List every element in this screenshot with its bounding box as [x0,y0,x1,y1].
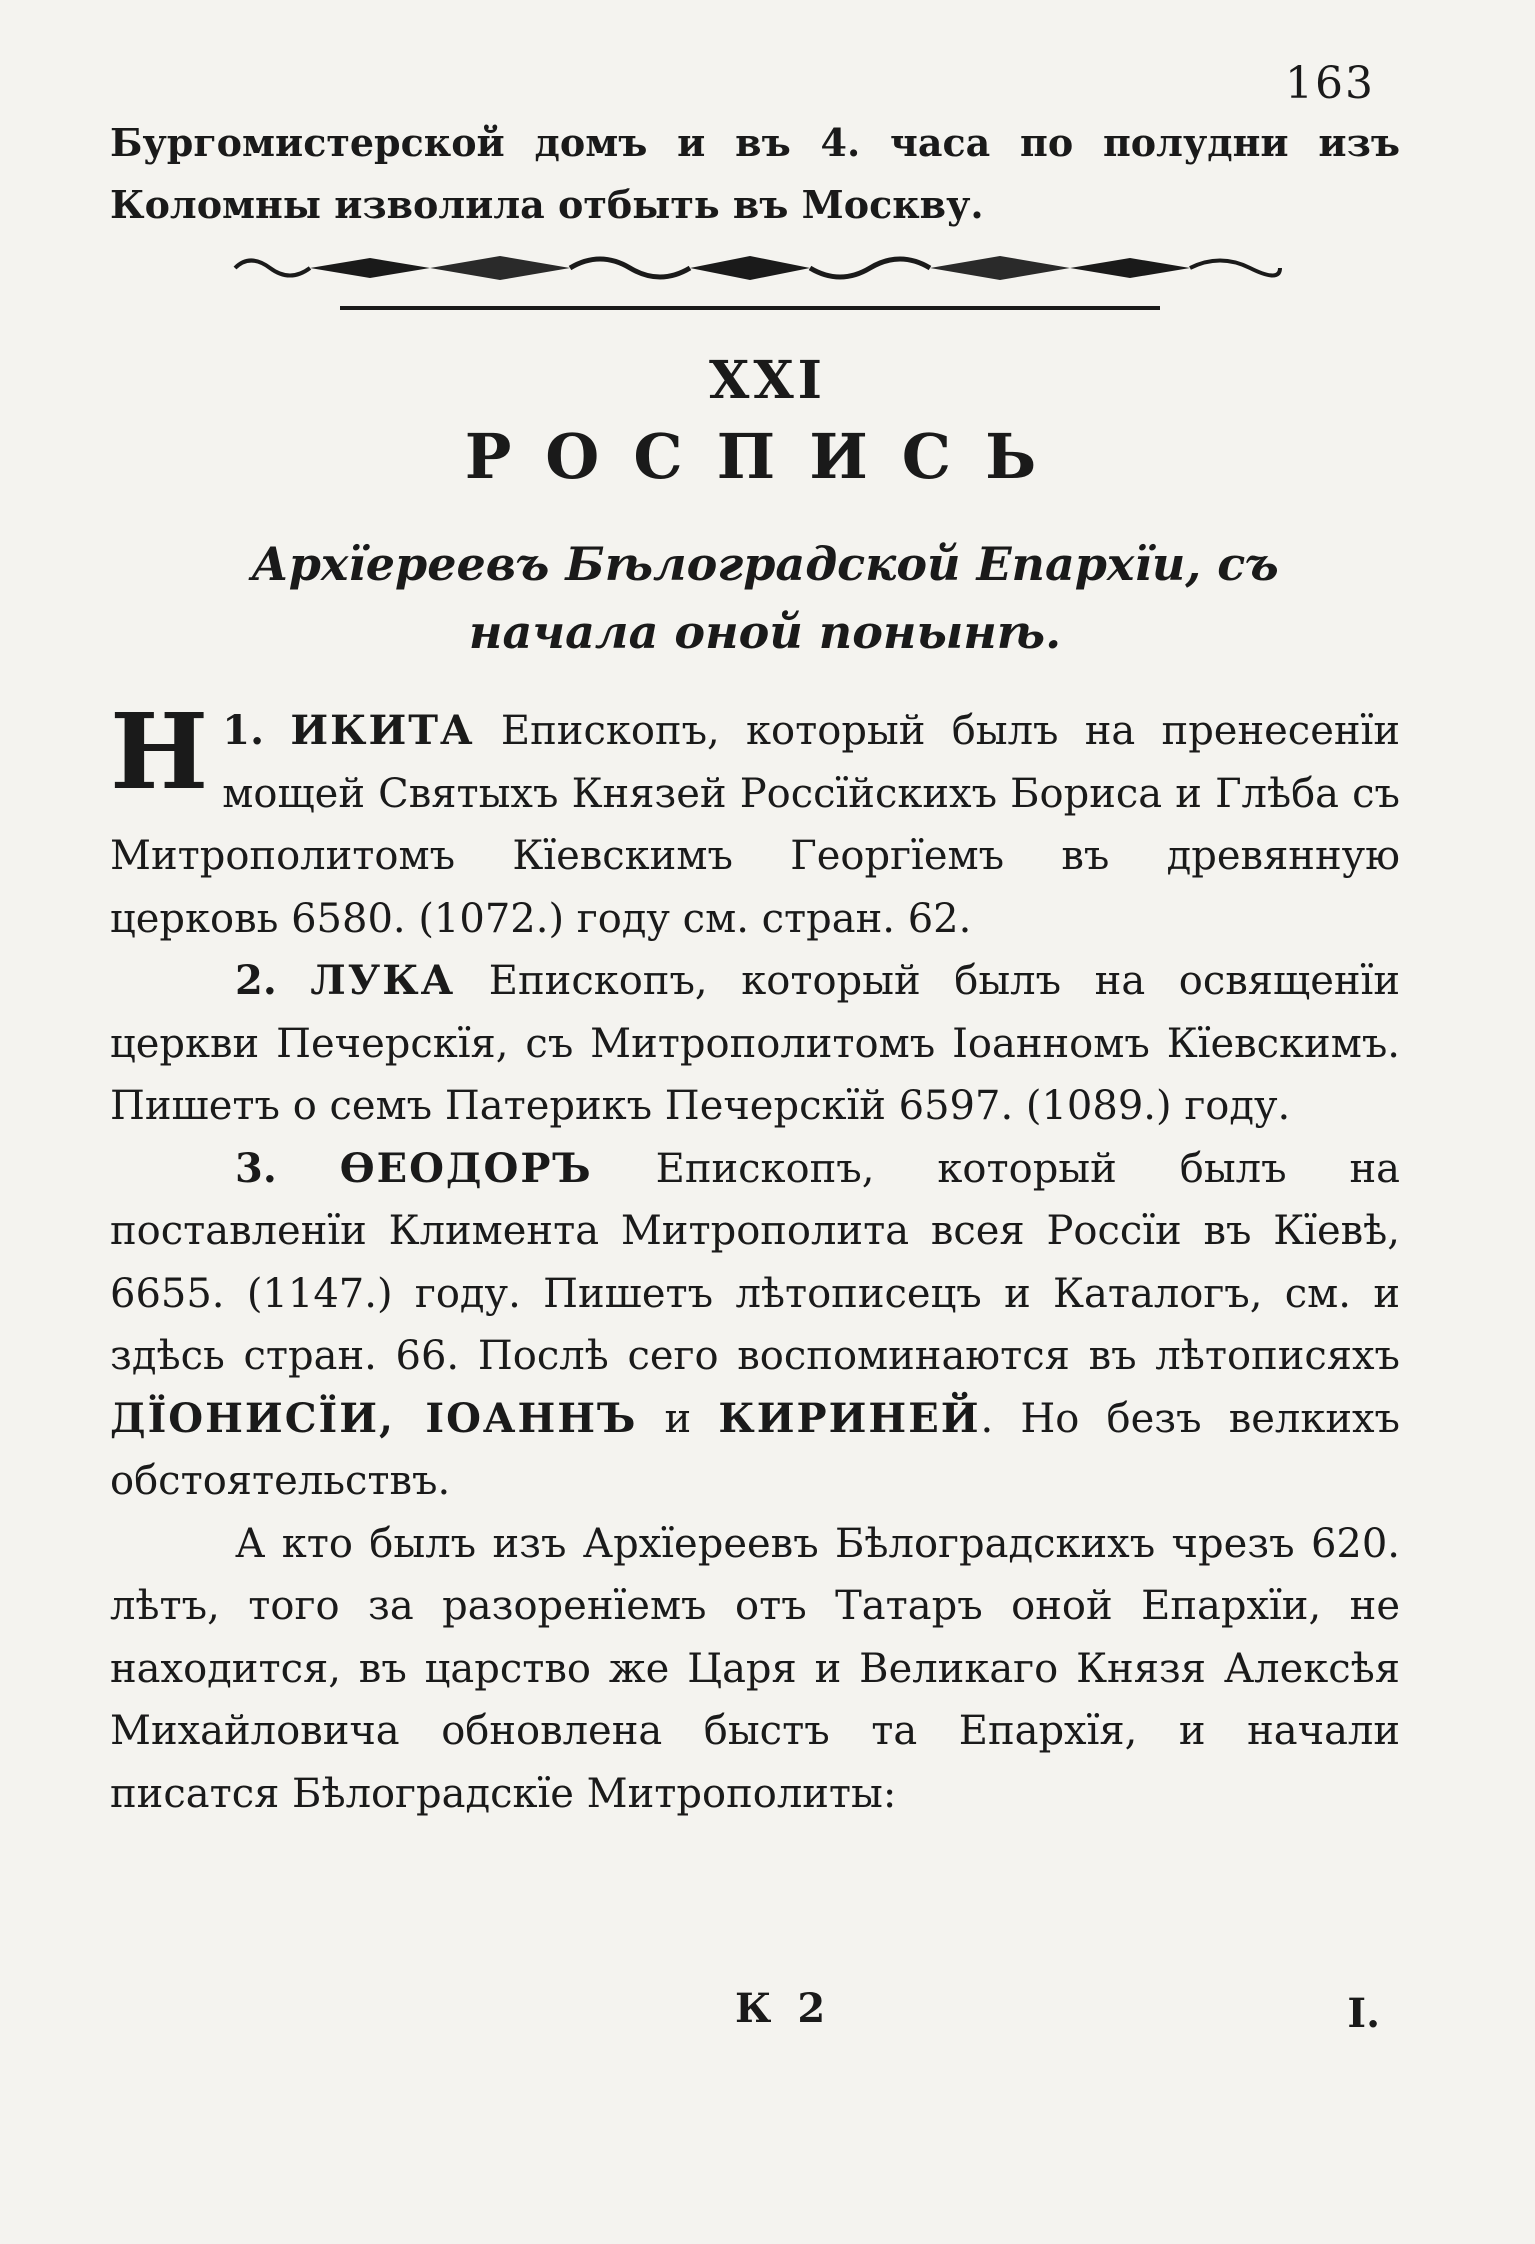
entry-name: ѲЕОДОРЪ [339,1144,593,1192]
entry-text: Епископъ, который былъ на освященїи церкви Печерскїя, съ Митрополитомъ Іоанномъ Кїевскимъ. Пишетъ о семъ Патерикъ Печерскїй 6597. (1089.) году. [110,958,1400,1129]
entry-number: 3. [235,1144,277,1192]
catchword: I. [1347,1990,1380,2037]
closing-paragraph: А кто былъ изъ Архїереевъ Бѣлоградскихъ чрезъ 620. лѣтъ, того за разоренїемъ отъ Татаръ оной Епархїи, не находится, въ царство же Царя и Великаго Князя Алексѣя Михайловича обновлена быстъ та Епархїя, и начали писатся Бѣлоградскїе Митрополиты: [110,1520,1400,1817]
entry-2 [110,950,1400,1138]
entry-number: 1. [222,707,265,754]
entry-name: ЛУКА [310,957,456,1004]
continuation-text: Бургомистерской домъ и въ 4. часа по полудни изъ Коломны изволила отбыть въ Москву. [110,120,1400,227]
entry-name: ИКИТА [290,707,475,754]
signature-mark: К 2 [735,1985,832,2032]
entry-inline-names: ДЇОНИСЇИ, ІОАННЪ [110,1394,638,1442]
section-number: XXI [708,350,826,411]
drop-cap: Н [110,690,209,813]
entry-text: Епископъ, который былъ на пренесенїи мощей Святыхъ Князей Россїйскихъ Бориса и Глѣба съ Митрополитомъ Кїевскимъ Георгїемъ въ древянную церковь 6580. (1072.) году см. стран. 62. [110,708,1400,942]
ornament-divider [230,248,1285,288]
entry-text: Епископъ, который былъ на поставленїи Климента Митрополита всея Россїи въ Кїевѣ, 6655. (1147.) году. Пишетъ лѣтописецъ и Каталогъ, см. и здѣсь стран. 66. Послѣ сего воспоминаются въ лѣтописяхъ [110,1145,1401,1379]
entry-1 [110,690,1400,950]
body-text [110,690,1401,1825]
section-subtitle: Архїереевъ Бѣлоградской Епархїи, съ начала оной понынѣ. [251,537,1279,659]
page-number: 163 [1285,58,1375,109]
entry-3 [110,1138,1400,1513]
horizontal-rule [340,306,1160,310]
section-title: РОСПИСЬ [464,420,1071,493]
entry-text-end: . Но безъ велкихъ обстоятельствъ. [110,1395,1400,1504]
entry-number: 2. [235,957,277,1004]
entry-conjunction: и [637,1395,719,1442]
entry-last-name: КИРИНЕЙ [718,1394,981,1442]
